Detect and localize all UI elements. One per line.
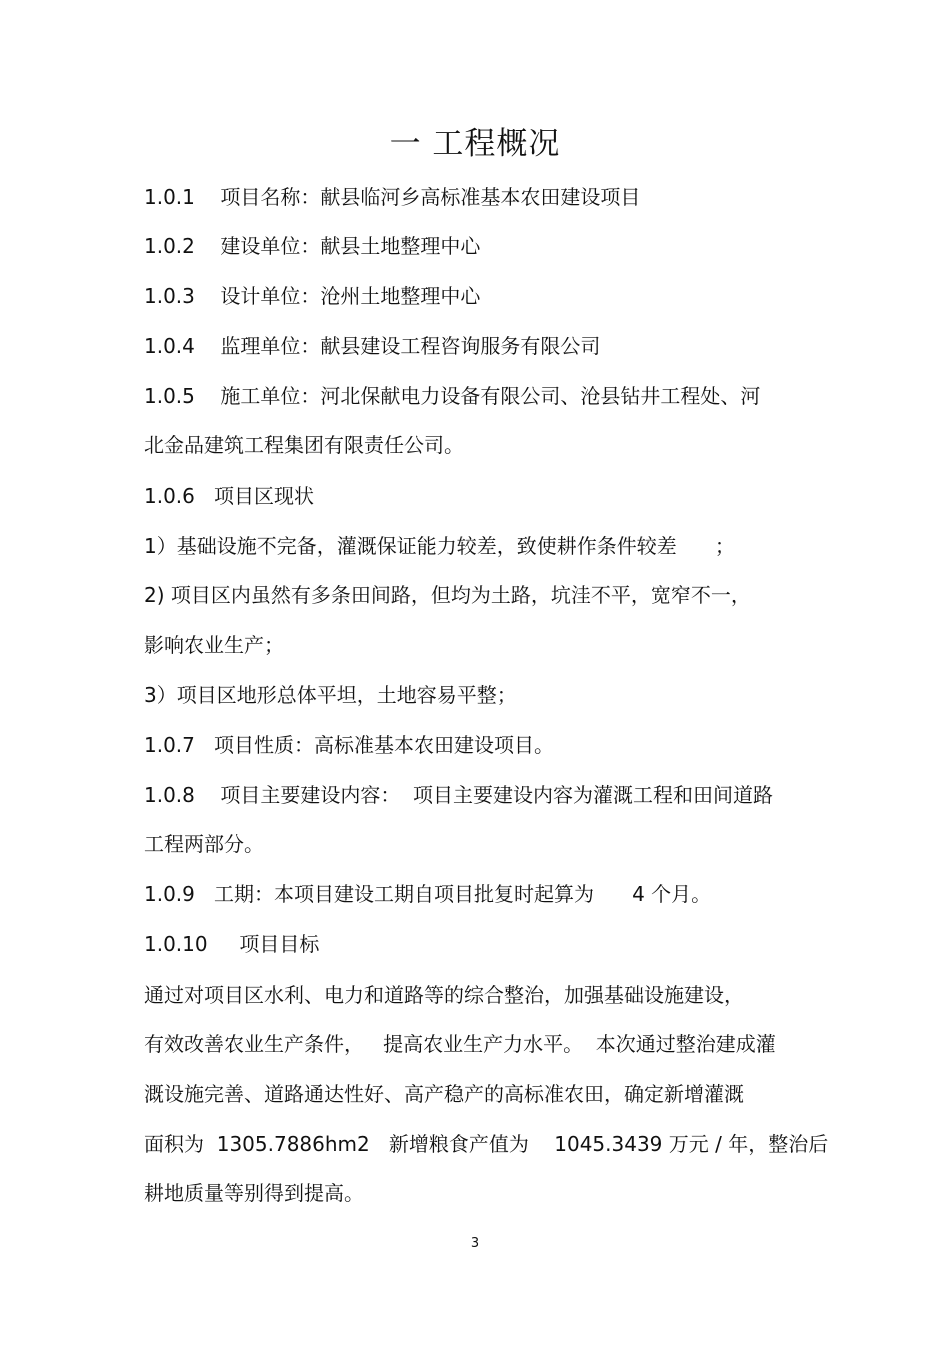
item-1-0-3-design-unit: 1.0.3 设计单位：沧州土地整理中心 (144, 284, 481, 308)
item-1-0-7-project-nature: 1.0.7 项目性质：高标准基本农田建设项目。 (144, 733, 554, 757)
objective-paragraph-line-5: 耕地质量等别得到提高。 (144, 1181, 364, 1205)
objective-paragraph-line-3: 溉设施完善、道路通达性好、高产稳产的高标准农田，确定新增灌溉 (144, 1082, 744, 1106)
page-title: 一 工程概况 (389, 126, 561, 162)
status-point-1: 1）基础设施不完备，灌溉保证能力较差，致使耕作条件较差 ； (144, 534, 735, 558)
item-1-0-5-contractor: 1.0.5 施工单位：河北保献电力设备有限公司、沧县钻井工程处、河 (144, 384, 761, 408)
item-1-0-8-main-content: 1.0.8 项目主要建设内容： 项目主要建设内容为灌溉工程和田间道路 (144, 783, 774, 807)
status-point-2-cont: 影响农业生产； (144, 633, 284, 657)
page-number: 3 (470, 1236, 480, 1251)
item-1-0-4-supervision-unit: 1.0.4 监理单位：献县建设工程咨询服务有限公司 (144, 334, 601, 358)
item-1-0-10-heading: 1.0.10 项目目标 (144, 932, 320, 956)
item-1-0-1-project-name: 1.0.1 项目名称：献县临河乡高标准基本农田建设项目 (144, 185, 641, 209)
item-1-0-2-construction-unit: 1.0.2 建设单位：献县土地整理中心 (144, 234, 481, 258)
item-1-0-9-duration: 1.0.9 工期：本项目建设工期自项目批复时起算为 4 个月。 (144, 882, 712, 906)
item-1-0-6-heading: 1.0.6 项目区现状 (144, 484, 314, 508)
objective-paragraph-line-1: 通过对项目区水利、电力和道路等的综合整治，加强基础设施建设， (144, 983, 744, 1007)
objective-paragraph-line-2: 有效改善农业生产条件， 提高农业生产力水平。 本次通过整治建成灌 (144, 1032, 776, 1056)
status-point-2: 2) 项目区内虽然有多条田间路，但均为土路，坑洼不平，宽窄不一， (144, 583, 751, 607)
item-1-0-8-main-content-cont: 工程两部分。 (144, 832, 264, 856)
objective-paragraph-line-4: 面积为 1305.7886hm2 新增粮食产值为 1045.3439 万元 / 年，整治后 (144, 1132, 829, 1156)
item-1-0-5-contractor-cont: 北金品建筑工程集团有限责任公司。 (144, 433, 464, 457)
status-point-3: 3）项目区地形总体平坦，土地容易平整； (144, 683, 517, 707)
